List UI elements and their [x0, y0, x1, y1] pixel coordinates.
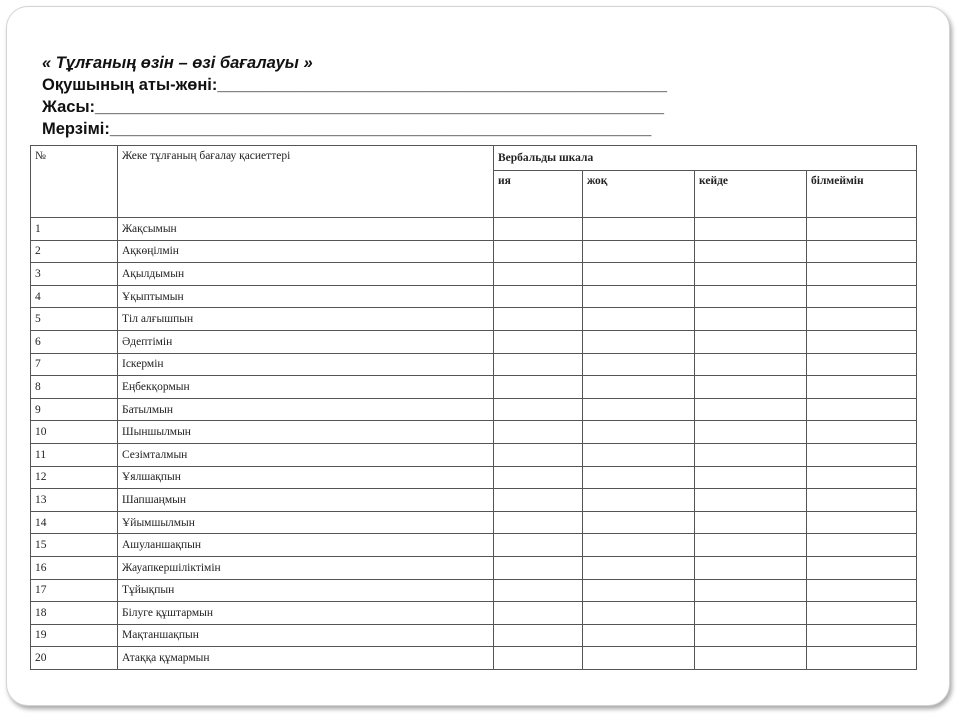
row-number: 1	[31, 218, 118, 241]
answer-cell-sometimes[interactable]	[695, 534, 807, 557]
scale-option-yes: ия	[494, 171, 583, 218]
answer-cell-sometimes[interactable]	[695, 330, 807, 353]
answer-cell-sometimes[interactable]	[695, 240, 807, 263]
row-number: 19	[31, 624, 118, 647]
number-column-header: №	[31, 146, 118, 218]
answer-cell-no[interactable]	[583, 398, 695, 421]
quality-label: Ақылдымын	[118, 263, 494, 286]
answer-cell-yes[interactable]	[494, 602, 583, 625]
answer-cell-dont-know[interactable]	[807, 556, 917, 579]
scale-option-no: жоқ	[583, 171, 695, 218]
table-row	[31, 511, 917, 534]
answer-cell-no[interactable]	[583, 489, 695, 512]
row-number: 16	[31, 556, 118, 579]
answer-cell-no[interactable]	[583, 240, 695, 263]
answer-cell-dont-know[interactable]	[807, 624, 917, 647]
table-row	[31, 308, 917, 331]
answer-cell-dont-know[interactable]	[807, 330, 917, 353]
answer-cell-no[interactable]	[583, 443, 695, 466]
answer-cell-sometimes[interactable]	[695, 308, 807, 331]
row-number: 7	[31, 353, 118, 376]
table-row	[31, 398, 917, 421]
answer-cell-no[interactable]	[583, 353, 695, 376]
answer-cell-sometimes[interactable]	[695, 556, 807, 579]
quality-label: Шапшаңмын	[118, 489, 494, 512]
table-row	[31, 240, 917, 263]
student-name-line: Оқушының аты-жөні:_________________________________________________	[42, 76, 668, 94]
quality-label: Атаққа құмармын	[118, 647, 494, 670]
table-row	[31, 489, 917, 512]
quality-label: Батылмын	[118, 398, 494, 421]
quality-label: Мақтаншақпын	[118, 624, 494, 647]
answer-cell-yes[interactable]	[494, 579, 583, 602]
answer-cell-yes[interactable]	[494, 263, 583, 286]
answer-cell-dont-know[interactable]	[807, 466, 917, 489]
row-number: 6	[31, 330, 118, 353]
quality-label: Жақсымын	[118, 218, 494, 241]
answer-cell-yes[interactable]	[494, 218, 583, 241]
age-line: Жасы:______________________________________________________________	[42, 98, 664, 116]
table-row	[31, 466, 917, 489]
table-row	[31, 624, 917, 647]
answer-cell-sometimes[interactable]	[695, 398, 807, 421]
answer-cell-no[interactable]	[583, 602, 695, 625]
row-number: 5	[31, 308, 118, 331]
answer-cell-yes[interactable]	[494, 624, 583, 647]
answer-cell-sometimes[interactable]	[695, 285, 807, 308]
qualities-column-header: Жеке тұлғаның бағалау қасиеттері	[118, 146, 494, 218]
table-header-row	[31, 146, 917, 171]
table-row	[31, 534, 917, 557]
quality-label: Тұйықпын	[118, 579, 494, 602]
form-title: « Тұлғаның өзін – өзі бағалауы »	[42, 54, 313, 72]
row-number: 12	[31, 466, 118, 489]
answer-cell-no[interactable]	[583, 330, 695, 353]
answer-cell-sometimes[interactable]	[695, 624, 807, 647]
table-row	[31, 579, 917, 602]
answer-cell-sometimes[interactable]	[695, 376, 807, 399]
answer-cell-sometimes[interactable]	[695, 443, 807, 466]
scale-option-dont-know: білмеймін	[807, 171, 917, 218]
answer-cell-sometimes[interactable]	[695, 602, 807, 625]
answer-cell-sometimes[interactable]	[695, 353, 807, 376]
row-number: 4	[31, 285, 118, 308]
table-row	[31, 421, 917, 444]
row-number: 20	[31, 647, 118, 670]
answer-cell-yes[interactable]	[494, 511, 583, 534]
answer-cell-yes[interactable]	[494, 376, 583, 399]
answer-cell-no[interactable]	[583, 421, 695, 444]
table-row	[31, 330, 917, 353]
answer-cell-yes[interactable]	[494, 489, 583, 512]
row-number: 3	[31, 263, 118, 286]
quality-label: Әдептімін	[118, 330, 494, 353]
answer-cell-yes[interactable]	[494, 466, 583, 489]
answer-cell-dont-know[interactable]	[807, 263, 917, 286]
answer-cell-yes[interactable]	[494, 308, 583, 331]
answer-cell-sometimes[interactable]	[695, 489, 807, 512]
answer-cell-yes[interactable]	[494, 534, 583, 557]
row-number: 18	[31, 602, 118, 625]
scale-option-sometimes: кейде	[695, 171, 807, 218]
quality-label: Еңбекқормын	[118, 376, 494, 399]
answer-cell-no[interactable]	[583, 263, 695, 286]
answer-cell-dont-know[interactable]	[807, 647, 917, 670]
table-row	[31, 376, 917, 399]
table-row	[31, 602, 917, 625]
row-number: 13	[31, 489, 118, 512]
answer-cell-no[interactable]	[583, 285, 695, 308]
quality-label: Іскермін	[118, 353, 494, 376]
table-row	[31, 647, 917, 670]
verbal-scale-header: Вербальды шкала	[494, 146, 917, 171]
answer-cell-yes[interactable]	[494, 353, 583, 376]
row-number: 15	[31, 534, 118, 557]
answer-cell-no[interactable]	[583, 534, 695, 557]
quality-label: Жауапкершіліктімін	[118, 556, 494, 579]
quality-label: Тіл алғышпын	[118, 308, 494, 331]
answer-cell-yes[interactable]	[494, 556, 583, 579]
table-row	[31, 353, 917, 376]
answer-cell-dont-know[interactable]	[807, 376, 917, 399]
quality-label: Ақкөңілмін	[118, 240, 494, 263]
answer-cell-sometimes[interactable]	[695, 218, 807, 241]
answer-cell-no[interactable]	[583, 556, 695, 579]
answer-cell-yes[interactable]	[494, 421, 583, 444]
answer-cell-sometimes[interactable]	[695, 511, 807, 534]
answer-cell-dont-know[interactable]	[807, 285, 917, 308]
quality-label: Сезімталмын	[118, 443, 494, 466]
answer-cell-dont-know[interactable]	[807, 489, 917, 512]
answer-cell-yes[interactable]	[494, 285, 583, 308]
answer-cell-dont-know[interactable]	[807, 443, 917, 466]
table-row	[31, 443, 917, 466]
answer-cell-sometimes[interactable]	[695, 466, 807, 489]
answer-cell-dont-know[interactable]	[807, 579, 917, 602]
date-line: Мерзімі:___________________________________________________________	[42, 120, 652, 138]
table-row	[31, 556, 917, 579]
answer-cell-dont-know[interactable]	[807, 421, 917, 444]
answer-cell-no[interactable]	[583, 511, 695, 534]
answer-cell-no[interactable]	[583, 466, 695, 489]
answer-cell-dont-know[interactable]	[807, 602, 917, 625]
quality-label: Ұялшақпын	[118, 466, 494, 489]
answer-cell-dont-know[interactable]	[807, 218, 917, 241]
answer-cell-sometimes[interactable]	[695, 579, 807, 602]
answer-cell-dont-know[interactable]	[807, 511, 917, 534]
answer-cell-yes[interactable]	[494, 443, 583, 466]
answer-cell-no[interactable]	[583, 218, 695, 241]
table-row	[31, 263, 917, 286]
answer-cell-no[interactable]	[583, 624, 695, 647]
answer-cell-sometimes[interactable]	[695, 647, 807, 670]
answer-cell-yes[interactable]	[494, 647, 583, 670]
row-number: 9	[31, 398, 118, 421]
row-number: 14	[31, 511, 118, 534]
table-row	[31, 285, 917, 308]
answer-cell-sometimes[interactable]	[695, 263, 807, 286]
answer-cell-dont-know[interactable]	[807, 240, 917, 263]
row-number: 10	[31, 421, 118, 444]
quality-label: Ұйымшылмын	[118, 511, 494, 534]
answer-cell-dont-know[interactable]	[807, 534, 917, 557]
answer-cell-no[interactable]	[583, 647, 695, 670]
row-number: 11	[31, 443, 118, 466]
answer-cell-no[interactable]	[583, 308, 695, 331]
answer-cell-no[interactable]	[583, 376, 695, 399]
row-number: 17	[31, 579, 118, 602]
answer-cell-dont-know[interactable]	[807, 398, 917, 421]
self-assessment-table	[30, 145, 917, 670]
quality-label: Ашуланшақпын	[118, 534, 494, 557]
quality-label: Шыншылмын	[118, 421, 494, 444]
form-header	[42, 52, 667, 140]
answer-cell-sometimes[interactable]	[695, 421, 807, 444]
answer-cell-dont-know[interactable]	[807, 308, 917, 331]
answer-cell-yes[interactable]	[494, 398, 583, 421]
table-row	[31, 218, 917, 241]
answer-cell-dont-know[interactable]	[807, 353, 917, 376]
quality-label: Білуге құштармын	[118, 602, 494, 625]
answer-cell-yes[interactable]	[494, 330, 583, 353]
row-number: 2	[31, 240, 118, 263]
row-number: 8	[31, 376, 118, 399]
answer-cell-yes[interactable]	[494, 240, 583, 263]
answer-cell-no[interactable]	[583, 579, 695, 602]
quality-label: Ұқыптымын	[118, 285, 494, 308]
